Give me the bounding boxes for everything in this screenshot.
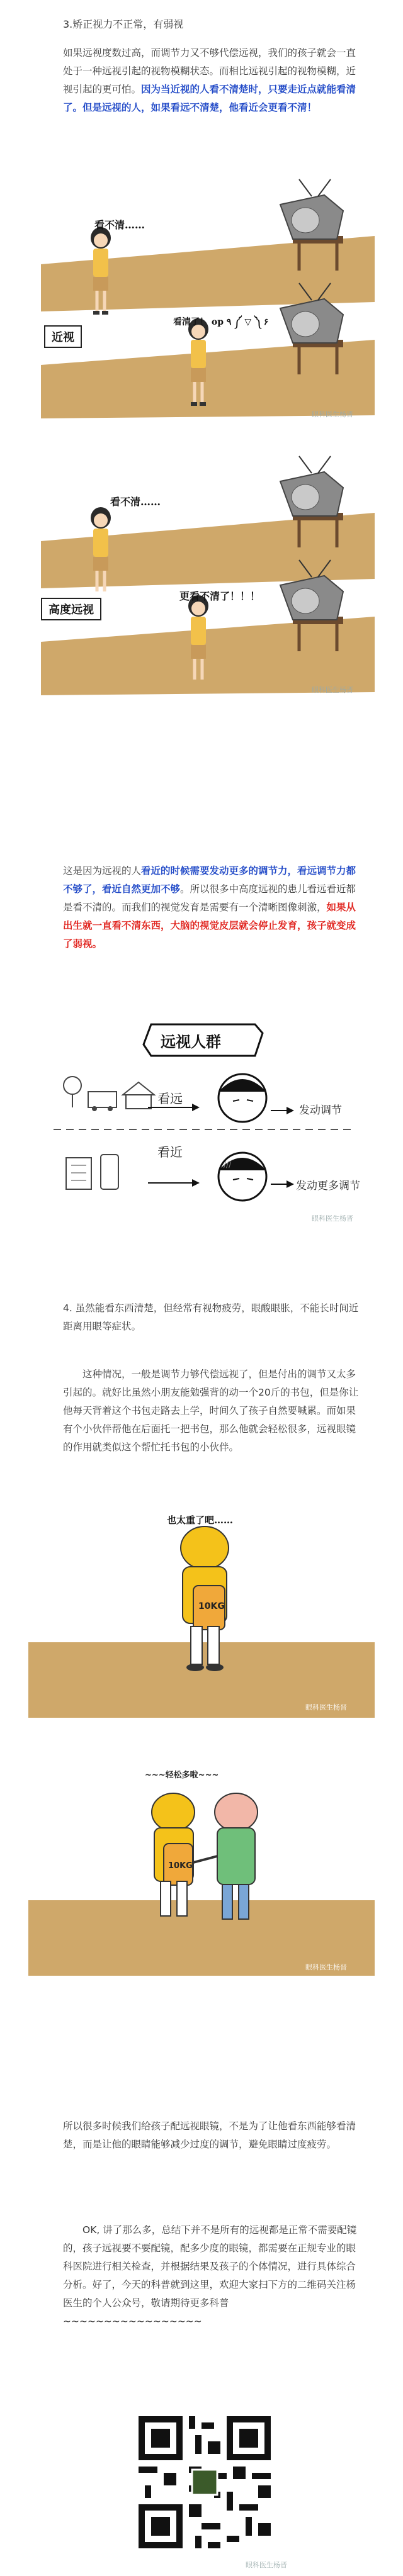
fig3-watermark: 眼科医生杨晋 bbox=[312, 1214, 353, 1223]
fig4-bag-label: 10KG bbox=[198, 1601, 225, 1611]
para2-highlight-blue: 看近的时候需要发动更多的调节力，看远调节力都不够了，看近自然更加不够 bbox=[63, 865, 356, 895]
diagram-title: 远视人群 bbox=[161, 1033, 221, 1051]
hyperopia-illustration bbox=[28, 447, 375, 698]
qr-watermark: 眼科医生杨晋 bbox=[246, 2561, 287, 2569]
row2-result: 发动更多调节 bbox=[296, 1180, 360, 1192]
fig1-watermark: 眼科医生杨晋 bbox=[312, 410, 353, 418]
paragraph-3: 4. 虽然能看东西清楚，但经常有视物疲劳，眼酸眼胀，不能长时间近距离用眼等症状。 bbox=[63, 1302, 359, 1332]
fig4-caption: 也太重了吧…… bbox=[167, 1515, 234, 1526]
myopia-illustration bbox=[28, 176, 375, 425]
paragraph-4: 这种情况，一般是调节力够代偿远视了，但是付出的调节又太多引起的。就好比虽然小朋友能勉强背的动一个20斤的书包，但是你让他每天背着这个书包走路去上学，时间久了孩子自然要喊累。而如果有个小伙伴帮他在后面托一把书包，那么他就会轻松很多，远视眼镜的作用就类似这个帮忙托书包的小伙伴。 bbox=[63, 1369, 359, 1453]
fig2-bottom-caption: 更看不清了！！！ bbox=[179, 590, 261, 602]
para2-highlight-red: 如果从出生就一直看不清东西，大脑的视觉皮层就会停止发育，孩子就变成了弱视。 bbox=[63, 902, 356, 949]
heavy-backpack-illustration bbox=[28, 1510, 375, 1724]
fig4-watermark: 眼科医生杨晋 bbox=[305, 1703, 347, 1711]
qr-code[interactable] bbox=[132, 2410, 277, 2555]
para1-highlight: 因为当近视的人看不清楚时，只要走近点就能看清了。但是远视的人，如果看远不清楚，他看近会更看不清！ bbox=[63, 84, 356, 113]
row1-label: 看远 bbox=[157, 1091, 183, 1106]
fig1-tag: 近视 bbox=[44, 325, 82, 348]
fig2-top-caption: 看不清…… bbox=[110, 496, 161, 508]
svg-text:///: /// bbox=[224, 1160, 232, 1169]
paragraph-1 bbox=[63, 44, 362, 117]
section-title: 3.矫正视力不正常，有弱视 bbox=[63, 18, 184, 30]
para2-text-b: 。所以很多中高度远视的患儿看远看近都是看不清的。而我们的视觉发育是需要有一个清晰图像刺激， bbox=[63, 883, 356, 913]
fig5-watermark: 眼科医生杨晋 bbox=[305, 1963, 347, 1971]
paragraph-6: OK, 讲了那么多，总结下并不是所有的远视都是正常不需要配镜的，孩子远视要不要配镜，配多少度的眼镜，都需要在正规专业的眼科医院进行相关检查，并根据结果及孩子的个体情况，进行具体综合分析。好了，今天的科普就到这里，欢迎大家扫下方的二维码关注杨医生的个人公众号，敬请期待更多科普~~~~~~~~~~~~~~~~~ bbox=[63, 2224, 357, 2327]
fig5-caption: ~~~轻松多啦~~~ bbox=[145, 1771, 219, 1780]
paragraph-2 bbox=[63, 862, 362, 953]
row1-result: 发动调节 bbox=[299, 1104, 342, 1117]
paragraph-5: 所以很多时候我们给孩子配远视眼镜，不是为了让他看东西能够看清楚，而是让他的眼睛能够减少过度的调节，避免眼睛过度疲劳。 bbox=[63, 2120, 356, 2150]
hyperopia-group-diagram bbox=[28, 1019, 375, 1227]
fig1-top-caption: 看不清…… bbox=[94, 219, 145, 231]
para2-text-a: 这是因为远视的人 bbox=[63, 865, 142, 876]
helped-backpack-illustration bbox=[28, 1762, 375, 1982]
para1-text: 如果远视度数过高，而调节力又不够代偿远视，我们的孩子就会一直处于一种远视引起的视物模糊状态。而相比远视引起的视物模糊，近视引起的更可怕。 bbox=[63, 47, 356, 95]
fig2-tag: 高度远视 bbox=[41, 598, 101, 620]
row2-label: 看近 bbox=[157, 1145, 183, 1160]
fig1-bottom-caption: 看清了！ op ٩ ༼ ▽ ༽ ۶ bbox=[173, 317, 269, 327]
fig5-bag-label: 10KG bbox=[168, 1861, 193, 1871]
fig2-watermark: 眼科医生杨晋 bbox=[312, 686, 353, 694]
